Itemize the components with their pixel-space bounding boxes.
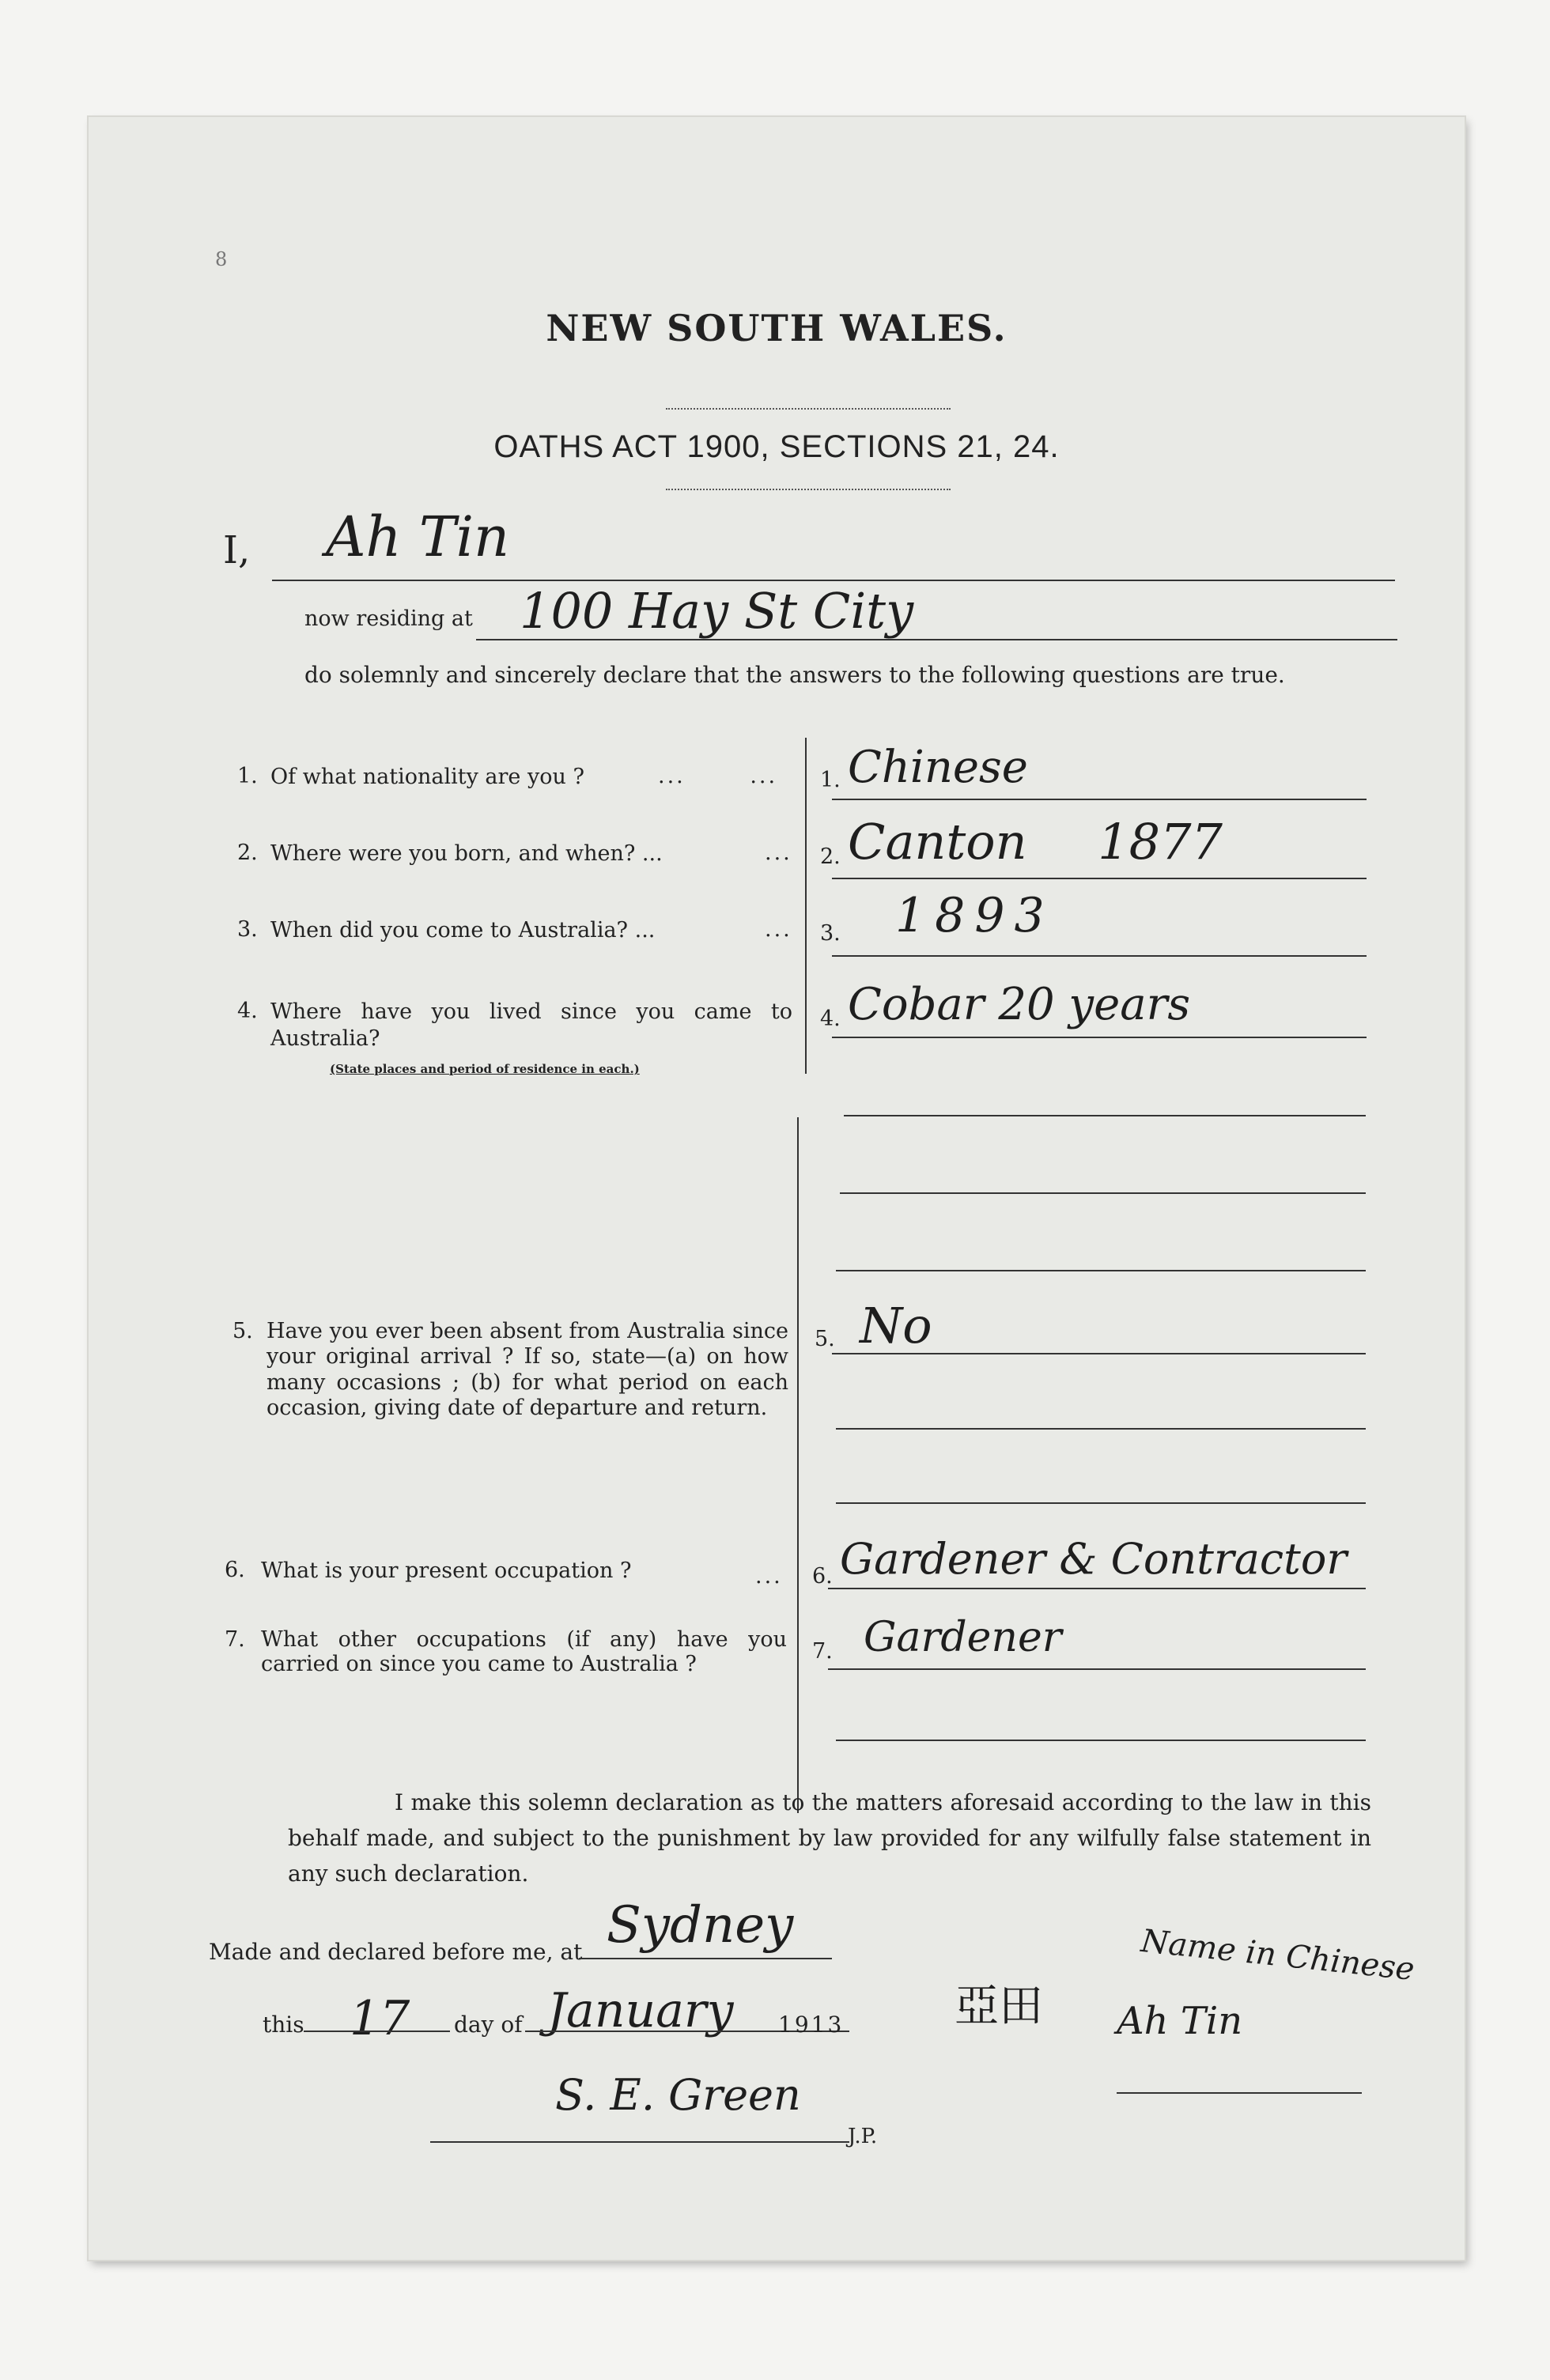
- answer-7-line-1: [828, 1668, 1366, 1670]
- question-2-text: Where were you born, and when? ...: [270, 841, 663, 866]
- answer-3: 1893: [895, 888, 1054, 943]
- declarant-prefix: I,: [223, 528, 251, 572]
- answer-3-line: [832, 955, 1367, 957]
- name-line: [272, 580, 1395, 581]
- chinese-name-value: Ah Tin: [1117, 1999, 1243, 2043]
- title-divider: [666, 408, 951, 410]
- answer-5: No: [860, 1297, 932, 1354]
- made-declared-label: Made and declared before me, at: [209, 1939, 583, 1965]
- answer-1-number: 1.: [820, 768, 841, 792]
- question-2-dots: ...: [765, 841, 792, 865]
- declared-day: 17: [350, 1991, 410, 2046]
- day-line: [304, 2031, 450, 2032]
- declared-year: 1913: [778, 2012, 845, 2038]
- question-7-number: 7.: [225, 1627, 245, 1652]
- question-6-number: 6.: [225, 1558, 245, 1582]
- chinese-name-label: Name in Chinese: [1139, 1922, 1416, 1989]
- question-5-number: 5.: [232, 1319, 253, 1343]
- answer-7: Gardener: [864, 1614, 1062, 1661]
- declared-month: January: [547, 1983, 734, 2038]
- chinese-characters: 亞田: [955, 1981, 1043, 2032]
- answer-4-line-1: [832, 1037, 1367, 1038]
- question-6-text: What is your present occupation ?: [261, 1558, 632, 1583]
- declaration-text: I make this solemn declaration as to the matters aforesaid according to the law in this behalf made, and subject to the punishment by law provided for any wilfully false statement in any such declaration.: [288, 1789, 1371, 1887]
- residence-value: 100 Hay St City: [520, 582, 914, 640]
- answer-2: Canton 1877: [848, 813, 1223, 871]
- answer-1-line: [832, 799, 1367, 800]
- answer-6: Gardener & Contractor: [840, 1534, 1348, 1584]
- answer-7-line-2: [836, 1740, 1366, 1741]
- question-1-text: Of what nationality are you ?: [270, 765, 584, 789]
- signature-line: [430, 2141, 849, 2143]
- answer-4: Cobar 20 years: [848, 979, 1191, 1030]
- this-label: this: [263, 2012, 304, 2038]
- page-title: NEW SOUTH WALES.: [546, 307, 1008, 349]
- answer-4-number: 4.: [820, 1007, 841, 1031]
- question-6-dots: ...: [755, 1564, 783, 1589]
- answer-2-number: 2.: [820, 844, 841, 869]
- answer-7-number: 7.: [812, 1639, 833, 1664]
- answer-5-number: 5.: [815, 1327, 835, 1351]
- question-1-number: 1.: [237, 764, 258, 788]
- residence-line: [476, 639, 1397, 640]
- question-7-text: What other occupations (if any) have you carried on since you came to Australia ?: [261, 1627, 787, 1677]
- question-3-number: 3.: [237, 917, 258, 942]
- answer-5-line-1: [832, 1353, 1366, 1354]
- answer-1: Chinese: [848, 742, 1028, 793]
- answer-4-line-4: [836, 1270, 1366, 1271]
- question-1-dots: ... ...: [658, 764, 778, 788]
- question-3-text: When did you come to Australia? ...: [270, 918, 656, 943]
- answer-6-line: [828, 1588, 1366, 1589]
- declarant-name: Ah Tin: [326, 504, 510, 569]
- margin-mark: 8: [215, 248, 228, 270]
- place-line: [579, 1958, 832, 1959]
- question-2-number: 2.: [237, 841, 258, 865]
- page-subtitle: OATHS ACT 1900, SECTIONS 21, 24.: [493, 429, 1060, 464]
- chinese-name-line: [1117, 2092, 1362, 2094]
- question-4-number: 4.: [237, 999, 258, 1023]
- answer-4-line-2: [844, 1115, 1366, 1116]
- declared-place: Sydney: [607, 1896, 794, 1955]
- answer-3-number: 3.: [820, 921, 841, 946]
- residence-label: now residing at: [304, 606, 473, 631]
- answer-5-line-2: [836, 1428, 1366, 1430]
- question-4-text: Where have you lived since you came to Australia?: [270, 999, 792, 1051]
- answer-5-line-3: [836, 1502, 1366, 1504]
- declaration-intro: do solemnly and sincerely declare that the answers to the following questions are true.: [304, 662, 1285, 688]
- day-of-label: day of: [454, 2012, 523, 2038]
- question-3-dots: ...: [765, 917, 792, 942]
- answer-2-line: [832, 878, 1367, 879]
- column-divider-upper: [805, 738, 807, 1074]
- subtitle-divider: [666, 489, 951, 490]
- question-4-note: (State places and period of residence in each.): [330, 1062, 640, 1076]
- column-divider-lower: [797, 1117, 799, 1813]
- answer-6-number: 6.: [812, 1564, 833, 1589]
- declaration-form-sheet: [89, 117, 1465, 2260]
- jp-label: J.P.: [848, 2125, 878, 2148]
- answer-4-line-3: [840, 1192, 1366, 1194]
- question-5-text: Have you ever been absent from Australia since your original arrival ? If so, state—(a) on how many occasions ; (b) for what period on each occasion, giving date of departure and return.: [267, 1319, 788, 1421]
- jp-signature: S. E. Green: [555, 2070, 801, 2120]
